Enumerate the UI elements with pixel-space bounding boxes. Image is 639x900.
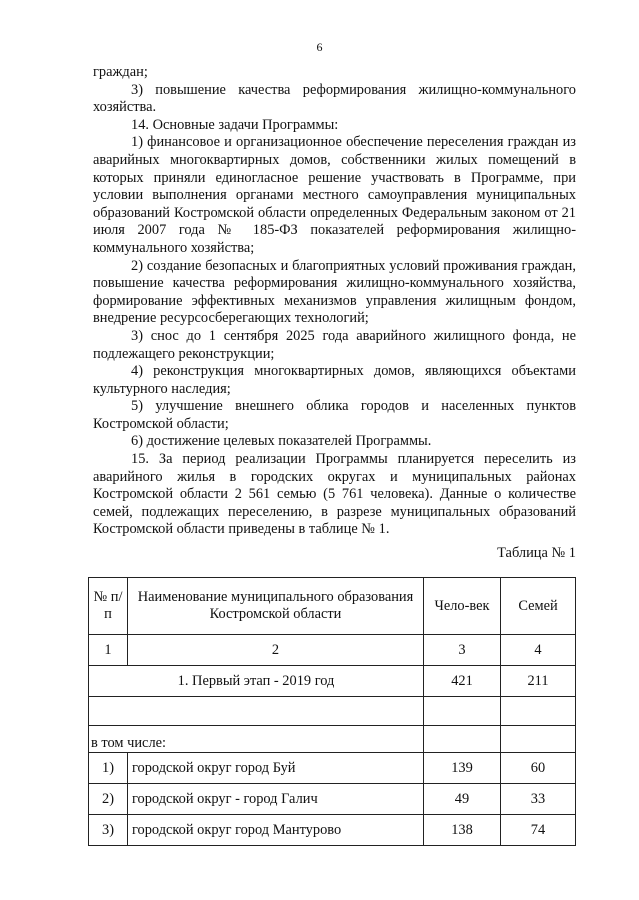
column-number: 4 bbox=[501, 635, 576, 666]
table-row bbox=[89, 815, 576, 846]
body-text bbox=[93, 64, 576, 539]
row-families: 74 bbox=[501, 815, 576, 846]
table-row bbox=[89, 784, 576, 815]
header-num: № п/п bbox=[89, 578, 128, 635]
paragraph: 15. За период реализации Программы планируется переселить из аварийного жилья в городских округах и муниципальных районах Костромской области 2 561 семью (5 761 человека). Данные о количестве семей, подлежащих переселению, в разрезе муниципальных образований Костромской области приведены в таблице № 1. bbox=[93, 451, 576, 538]
resettlement-table bbox=[88, 577, 576, 846]
subheading-row bbox=[89, 726, 576, 753]
column-number: 3 bbox=[424, 635, 501, 666]
paragraph: 4) реконструкция многоквартирных домов, являющихся объектами культурного наследия; bbox=[93, 363, 576, 397]
paragraph: 5) улучшение внешнего облика городов и населенных пунктов Костромской области; bbox=[93, 398, 576, 432]
page-number: 6 bbox=[316, 40, 323, 54]
paragraph: 2) создание безопасных и благоприятных условий проживания граждан, повышение качества реформирования жилищно-коммунального хозяйства, формирование эффективных механизмов управления жилищным фондом, внедрение ресурсосберегающих технологий; bbox=[93, 257, 576, 327]
header-name: Наименование муниципального образования Костромской области bbox=[128, 578, 424, 635]
column-number: 1 bbox=[89, 635, 128, 666]
row-people: 139 bbox=[424, 753, 501, 784]
row-num: 3) bbox=[89, 815, 128, 846]
column-number: 2 bbox=[128, 635, 424, 666]
row-num: 2) bbox=[89, 784, 128, 815]
paragraph: 1) финансовое и организационное обеспечение переселения граждан из аварийных многоквартирных домов, собственники жилых помещений в которых приняли единогласное решение участвовать в Программе, при условии выполнения органами местного самоуправления муниципальных образований Костромской области определенных Федеральным законом от 21 июля 2007 года № 185-ФЗ показателей реформирования жилищно-коммунального хозяйства; bbox=[93, 134, 576, 256]
paragraph: граждан; bbox=[93, 64, 148, 80]
row-people: 49 bbox=[424, 784, 501, 815]
row-people: 138 bbox=[424, 815, 501, 846]
paragraph: 14. Основные задачи Программы: bbox=[131, 116, 339, 133]
table-row bbox=[89, 753, 576, 784]
row-families: 60 bbox=[501, 753, 576, 784]
stage-families: 211 bbox=[501, 666, 576, 697]
subheading: в том числе: bbox=[89, 726, 424, 753]
row-num: 1) bbox=[89, 753, 128, 784]
table-header-row bbox=[89, 578, 576, 635]
header-families: Семей bbox=[501, 578, 576, 635]
paragraph: 3) снос до 1 сентября 2025 года аварийного жилищного фонда, не подлежащего реконструкции; bbox=[93, 327, 576, 362]
table-caption: Таблица № 1 bbox=[497, 545, 576, 561]
row-name: городской округ город Мантурово bbox=[128, 815, 424, 846]
paragraph: 3) повышение качества реформирования жилищно-коммунального хозяйства. bbox=[93, 81, 576, 116]
stage-row bbox=[89, 666, 576, 697]
stage-people: 421 bbox=[424, 666, 501, 697]
column-numbers-row bbox=[89, 635, 576, 666]
paragraph: 6) достижение целевых показателей Программы. bbox=[131, 433, 432, 450]
row-name: городской округ - город Галич bbox=[128, 784, 424, 815]
row-families: 33 bbox=[501, 784, 576, 815]
header-people: Чело-век bbox=[424, 578, 501, 635]
row-name: городской округ город Буй bbox=[128, 753, 424, 784]
empty-row bbox=[89, 697, 576, 726]
stage-label: 1. Первый этап - 2019 год bbox=[89, 666, 424, 697]
